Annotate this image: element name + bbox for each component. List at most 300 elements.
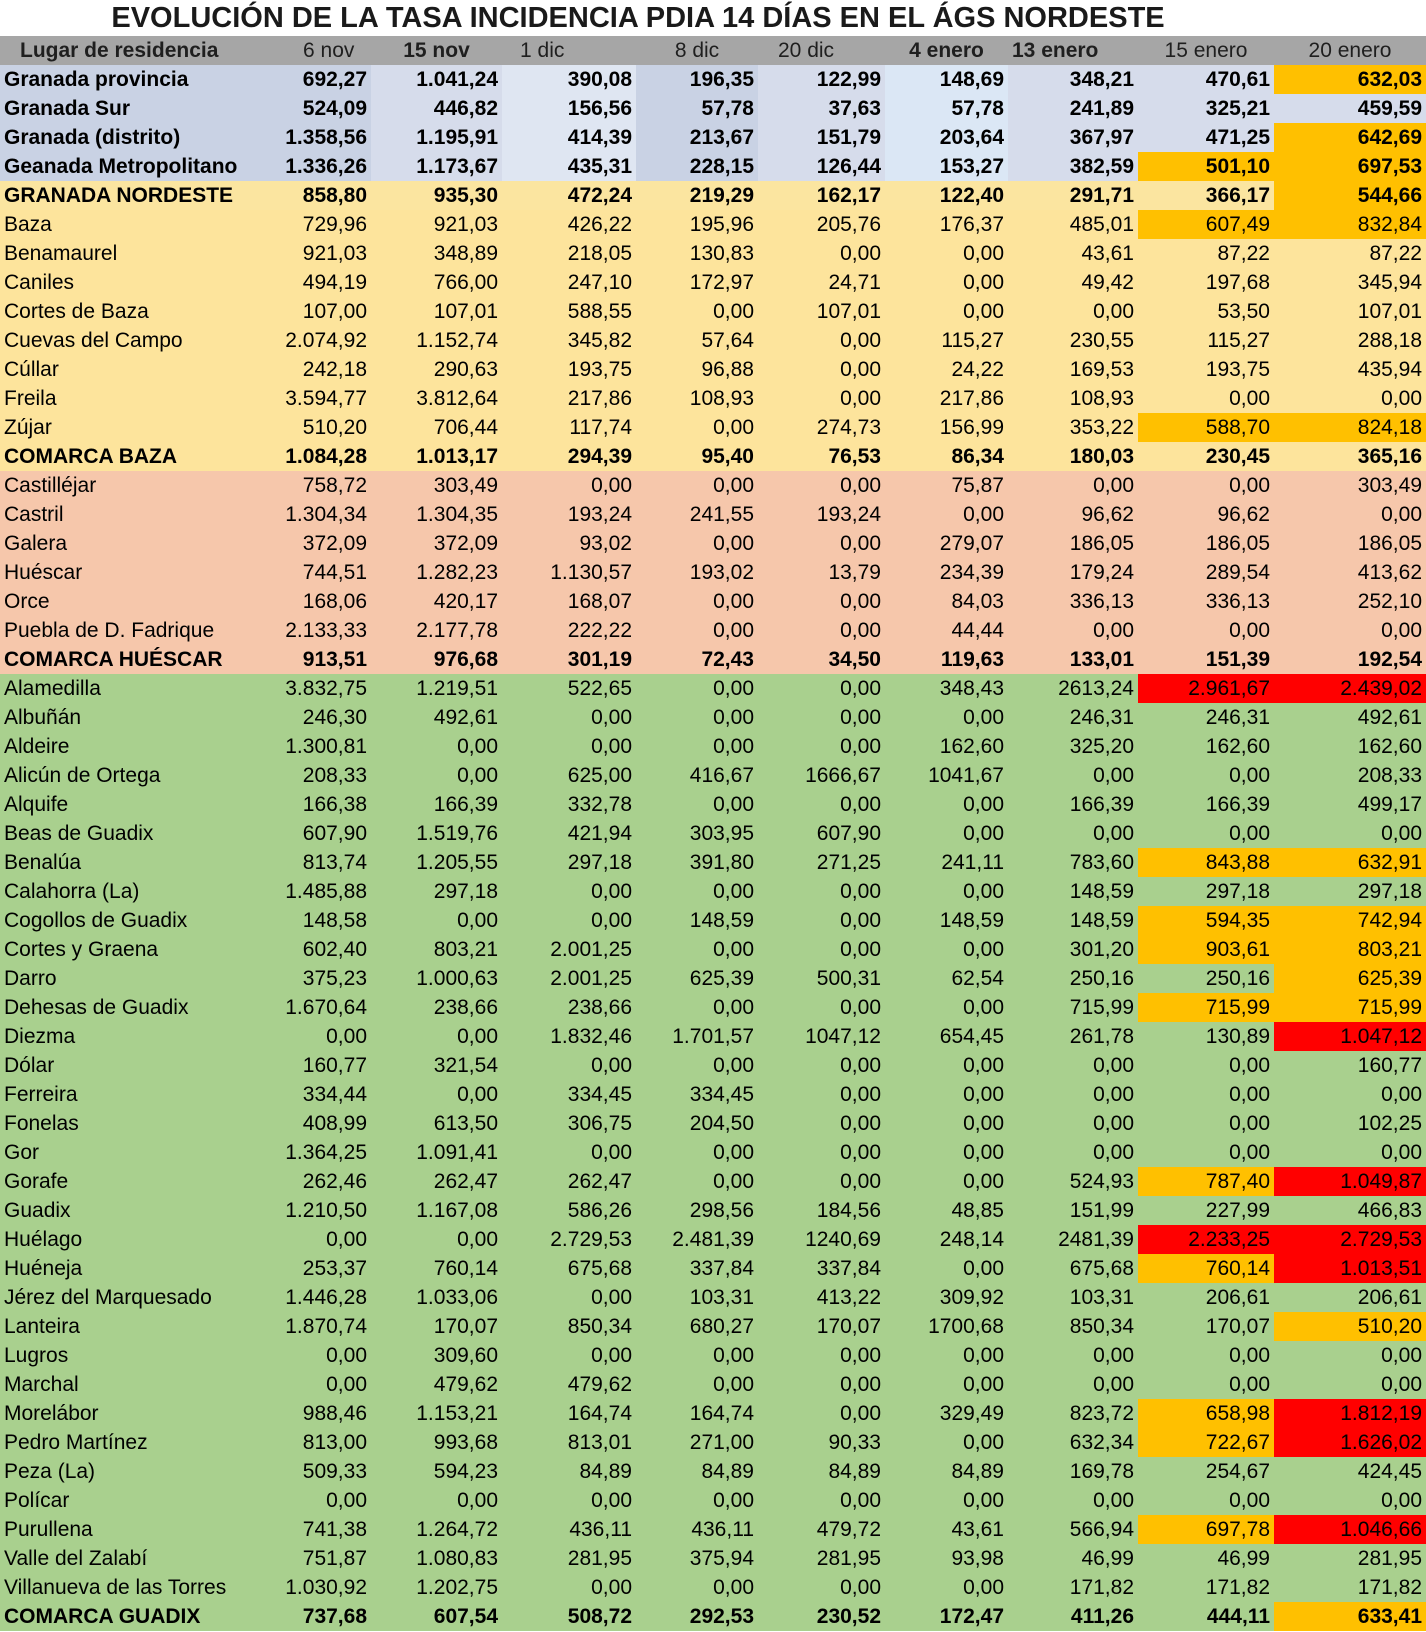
table-cell: 472,24 xyxy=(502,181,636,210)
table-cell: 0,00 xyxy=(758,1573,885,1602)
table-row xyxy=(0,1022,1426,1051)
table-cell: 119,63 xyxy=(885,645,1008,674)
table-cell: 321,54 xyxy=(371,1051,502,1080)
table-cell: 107,00 xyxy=(255,297,371,326)
table-row xyxy=(0,848,1426,877)
table-cell: 242,18 xyxy=(255,355,371,384)
table-cell: 0,00 xyxy=(371,1080,502,1109)
table-cell: 348,43 xyxy=(885,674,1008,703)
table-row xyxy=(0,1428,1426,1457)
table-row xyxy=(0,1167,1426,1196)
table-cell: 49,42 xyxy=(1008,268,1138,297)
table-cell: 334,45 xyxy=(502,1080,636,1109)
table-row xyxy=(0,1283,1426,1312)
table-cell: 588,55 xyxy=(502,297,636,326)
table-row xyxy=(0,268,1426,297)
table-cell: 170,07 xyxy=(1138,1312,1274,1341)
table-cell: 298,56 xyxy=(636,1196,758,1225)
table-cell: 632,34 xyxy=(1008,1428,1138,1457)
table-cell: 0,00 xyxy=(758,877,885,906)
row-label: Lanteira xyxy=(0,1312,255,1341)
table-cell: 0,00 xyxy=(255,1486,371,1515)
table-row xyxy=(0,65,1426,94)
table-cell: 184,56 xyxy=(758,1196,885,1225)
table-cell: 0,00 xyxy=(758,239,885,268)
table-cell: 238,66 xyxy=(371,993,502,1022)
table-cell: 0,00 xyxy=(636,1486,758,1515)
table-cell: 297,18 xyxy=(502,848,636,877)
table-cell: 348,21 xyxy=(1008,65,1138,94)
table-cell: 115,27 xyxy=(885,326,1008,355)
table-cell: 0,00 xyxy=(1274,1370,1426,1399)
table-cell: 0,00 xyxy=(502,1341,636,1370)
table-cell: 325,20 xyxy=(1008,732,1138,761)
table-cell: 0,00 xyxy=(885,1254,1008,1283)
table-cell: 0,00 xyxy=(758,790,885,819)
row-label: Huéneja xyxy=(0,1254,255,1283)
row-label: Castilléjar xyxy=(0,471,255,500)
table-cell: 2.001,25 xyxy=(502,935,636,964)
table-row xyxy=(0,732,1426,761)
table-cell: 162,17 xyxy=(758,181,885,210)
table-cell: 57,78 xyxy=(636,94,758,123)
table-cell: 206,61 xyxy=(1138,1283,1274,1312)
table-cell: 1666,67 xyxy=(758,761,885,790)
row-label: Freila xyxy=(0,384,255,413)
table-cell: 3.832,75 xyxy=(255,674,371,703)
table-cell: 0,00 xyxy=(885,1109,1008,1138)
table-row xyxy=(0,993,1426,1022)
table-cell: 334,45 xyxy=(636,1080,758,1109)
table-cell: 607,90 xyxy=(255,819,371,848)
table-cell: 166,39 xyxy=(371,790,502,819)
table-cell: 0,00 xyxy=(758,355,885,384)
table-cell: 508,72 xyxy=(502,1602,636,1631)
table-cell: 193,02 xyxy=(636,558,758,587)
table-cell: 0,00 xyxy=(885,1370,1008,1399)
table-cell: 0,00 xyxy=(758,935,885,964)
table-row xyxy=(0,1341,1426,1370)
table-cell: 0,00 xyxy=(1138,1080,1274,1109)
column-header: 6 nov xyxy=(255,36,371,65)
row-label: Cortes y Graena xyxy=(0,935,255,964)
table-cell: 151,99 xyxy=(1008,1196,1138,1225)
table-cell: 0,00 xyxy=(885,1341,1008,1370)
table-cell: 241,11 xyxy=(885,848,1008,877)
table-cell: 921,03 xyxy=(371,210,502,239)
table-cell: 252,10 xyxy=(1274,587,1426,616)
table-cell: 479,62 xyxy=(502,1370,636,1399)
table-cell: 0,00 xyxy=(636,703,758,732)
table-row xyxy=(0,906,1426,935)
row-label: Beas de Guadix xyxy=(0,819,255,848)
row-label: Alicún de Ortega xyxy=(0,761,255,790)
table-cell: 53,50 xyxy=(1138,297,1274,326)
table-cell: 2.729,53 xyxy=(502,1225,636,1254)
row-label: Granada provincia xyxy=(0,65,255,94)
table-cell: 90,33 xyxy=(758,1428,885,1457)
table-cell: 253,37 xyxy=(255,1254,371,1283)
row-label: Ferreira xyxy=(0,1080,255,1109)
table-cell: 715,99 xyxy=(1008,993,1138,1022)
table-cell: 148,69 xyxy=(885,65,1008,94)
table-cell: 93,02 xyxy=(502,529,636,558)
table-cell: 0,00 xyxy=(758,732,885,761)
table-cell: 744,51 xyxy=(255,558,371,587)
table-cell: 1.304,34 xyxy=(255,500,371,529)
table-cell: 760,14 xyxy=(1138,1254,1274,1283)
table-cell: 850,34 xyxy=(1008,1312,1138,1341)
table-cell: 329,49 xyxy=(885,1399,1008,1428)
table-cell: 309,60 xyxy=(371,1341,502,1370)
table-cell: 250,16 xyxy=(1138,964,1274,993)
table-row xyxy=(0,1515,1426,1544)
table-cell: 108,93 xyxy=(1008,384,1138,413)
table-row xyxy=(0,1370,1426,1399)
table-cell: 0,00 xyxy=(885,703,1008,732)
table-cell: 382,59 xyxy=(1008,152,1138,181)
table-cell: 279,07 xyxy=(885,529,1008,558)
table-cell: 153,27 xyxy=(885,152,1008,181)
table-cell: 706,44 xyxy=(371,413,502,442)
row-label: Diezma xyxy=(0,1022,255,1051)
table-cell: 0,00 xyxy=(371,761,502,790)
table-cell: 219,29 xyxy=(636,181,758,210)
incidence-table xyxy=(0,36,1426,1631)
table-cell: 1.364,25 xyxy=(255,1138,371,1167)
table-cell: 171,82 xyxy=(1138,1573,1274,1602)
table-cell: 2.074,92 xyxy=(255,326,371,355)
table-cell: 48,85 xyxy=(885,1196,1008,1225)
table-cell: 84,89 xyxy=(885,1457,1008,1486)
table-cell: 843,88 xyxy=(1138,848,1274,877)
table-cell: 0,00 xyxy=(636,993,758,1022)
table-cell: 115,27 xyxy=(1138,326,1274,355)
table-cell: 274,73 xyxy=(758,413,885,442)
row-label: Villanueva de las Torres xyxy=(0,1573,255,1602)
row-label: Cúllar xyxy=(0,355,255,384)
table-cell: 241,89 xyxy=(1008,94,1138,123)
table-cell: 1.219,51 xyxy=(371,674,502,703)
table-cell: 424,45 xyxy=(1274,1457,1426,1486)
table-cell: 390,08 xyxy=(502,65,636,94)
table-cell: 0,00 xyxy=(1138,1138,1274,1167)
table-cell: 625,39 xyxy=(636,964,758,993)
row-label: Huéscar xyxy=(0,558,255,587)
table-cell: 2.481,39 xyxy=(636,1225,758,1254)
column-header: 15 enero xyxy=(1138,36,1274,65)
column-header: 4 enero xyxy=(885,36,1008,65)
row-label: Zújar xyxy=(0,413,255,442)
table-cell: 751,87 xyxy=(255,1544,371,1573)
table-cell: 1.519,76 xyxy=(371,819,502,848)
table-cell: 86,34 xyxy=(885,442,1008,471)
table-cell: 494,19 xyxy=(255,268,371,297)
table-cell: 1.832,46 xyxy=(502,1022,636,1051)
table-cell: 3.594,77 xyxy=(255,384,371,413)
row-label: Gor xyxy=(0,1138,255,1167)
table-cell: 0,00 xyxy=(758,993,885,1022)
table-cell: 336,13 xyxy=(1138,587,1274,616)
column-header: 1 dic xyxy=(502,36,636,65)
table-cell: 172,97 xyxy=(636,268,758,297)
row-label: Orce xyxy=(0,587,255,616)
table-cell: 0,00 xyxy=(885,1428,1008,1457)
table-cell: 170,07 xyxy=(371,1312,502,1341)
table-row xyxy=(0,239,1426,268)
table-cell: 0,00 xyxy=(885,1138,1008,1167)
table-cell: 0,00 xyxy=(758,1399,885,1428)
row-label: Jérez del Marquesado xyxy=(0,1283,255,1312)
table-row xyxy=(0,529,1426,558)
table-cell: 0,00 xyxy=(1008,1341,1138,1370)
table-cell: 193,24 xyxy=(502,500,636,529)
table-cell: 76,53 xyxy=(758,442,885,471)
table-cell: 760,14 xyxy=(371,1254,502,1283)
table-cell: 281,95 xyxy=(502,1544,636,1573)
table-cell: 57,64 xyxy=(636,326,758,355)
table-cell: 117,74 xyxy=(502,413,636,442)
table-cell: 697,78 xyxy=(1138,1515,1274,1544)
table-cell: 303,95 xyxy=(636,819,758,848)
table-cell: 1.282,23 xyxy=(371,558,502,587)
table-cell: 993,68 xyxy=(371,1428,502,1457)
table-cell: 0,00 xyxy=(885,819,1008,848)
table-cell: 372,09 xyxy=(371,529,502,558)
table-cell: 297,18 xyxy=(1138,877,1274,906)
table-cell: 0,00 xyxy=(885,790,1008,819)
table-cell: 34,50 xyxy=(758,645,885,674)
table-cell: 0,00 xyxy=(1008,1138,1138,1167)
table-cell: 156,99 xyxy=(885,413,1008,442)
table-cell: 1.202,75 xyxy=(371,1573,502,1602)
table-cell: 0,00 xyxy=(1008,1051,1138,1080)
table-cell: 193,75 xyxy=(502,355,636,384)
table-cell: 0,00 xyxy=(758,1370,885,1399)
table-cell: 1.195,91 xyxy=(371,123,502,152)
table-cell: 391,80 xyxy=(636,848,758,877)
table-cell: 186,05 xyxy=(1008,529,1138,558)
table-cell: 348,89 xyxy=(371,239,502,268)
table-row xyxy=(0,645,1426,674)
table-cell: 262,47 xyxy=(371,1167,502,1196)
table-cell: 0,00 xyxy=(636,616,758,645)
table-cell: 309,92 xyxy=(885,1283,1008,1312)
table-cell: 625,00 xyxy=(502,761,636,790)
column-header: 8 dic xyxy=(636,36,758,65)
table-cell: 84,03 xyxy=(885,587,1008,616)
table-cell: 544,66 xyxy=(1274,181,1426,210)
table-cell: 1.152,74 xyxy=(371,326,502,355)
table-row xyxy=(0,123,1426,152)
table-cell: 0,00 xyxy=(636,297,758,326)
table-cell: 1.153,21 xyxy=(371,1399,502,1428)
table-cell: 186,05 xyxy=(1274,529,1426,558)
table-cell: 935,30 xyxy=(371,181,502,210)
table-cell: 162,60 xyxy=(885,732,1008,761)
table-cell: 586,26 xyxy=(502,1196,636,1225)
row-label: Albuñán xyxy=(0,703,255,732)
table-cell: 0,00 xyxy=(1138,1051,1274,1080)
table-cell: 345,94 xyxy=(1274,268,1426,297)
table-cell: 1.000,63 xyxy=(371,964,502,993)
table-row xyxy=(0,877,1426,906)
table-cell: 0,00 xyxy=(1008,1080,1138,1109)
table-cell: 148,59 xyxy=(885,906,1008,935)
table-cell: 0,00 xyxy=(371,732,502,761)
table-cell: 1700,68 xyxy=(885,1312,1008,1341)
table-cell: 0,00 xyxy=(636,413,758,442)
row-label: COMARCA HUÉSCAR xyxy=(0,645,255,674)
table-cell: 0,00 xyxy=(371,1225,502,1254)
table-cell: 87,22 xyxy=(1138,239,1274,268)
table-cell: 2.439,02 xyxy=(1274,674,1426,703)
table-cell: 1.049,87 xyxy=(1274,1167,1426,1196)
table-cell: 509,33 xyxy=(255,1457,371,1486)
table-cell: 426,22 xyxy=(502,210,636,239)
table-cell: 0,00 xyxy=(1008,1370,1138,1399)
table-cell: 148,59 xyxy=(636,906,758,935)
table-cell: 122,40 xyxy=(885,181,1008,210)
table-cell: 164,74 xyxy=(636,1399,758,1428)
table-cell: 2.233,25 xyxy=(1138,1225,1274,1254)
table-cell: 148,59 xyxy=(1008,906,1138,935)
table-cell: 151,79 xyxy=(758,123,885,152)
table-cell: 13,79 xyxy=(758,558,885,587)
table-cell: 1.013,17 xyxy=(371,442,502,471)
table-cell: 0,00 xyxy=(371,1486,502,1515)
table-cell: 414,39 xyxy=(502,123,636,152)
table-row xyxy=(0,558,1426,587)
row-label: GRANADA NORDESTE xyxy=(0,181,255,210)
table-cell: 0,00 xyxy=(758,1138,885,1167)
table-cell: 238,66 xyxy=(502,993,636,1022)
table-cell: 206,61 xyxy=(1274,1283,1426,1312)
table-cell: 0,00 xyxy=(502,1573,636,1602)
table-cell: 408,99 xyxy=(255,1109,371,1138)
table-cell: 0,00 xyxy=(1008,819,1138,848)
row-label: Valle del Zalabí xyxy=(0,1544,255,1573)
table-cell: 787,40 xyxy=(1138,1167,1274,1196)
table-cell: 722,67 xyxy=(1138,1428,1274,1457)
table-cell: 246,30 xyxy=(255,703,371,732)
table-cell: 0,00 xyxy=(371,906,502,935)
table-cell: 446,82 xyxy=(371,94,502,123)
table-cell: 492,61 xyxy=(371,703,502,732)
table-cell: 301,20 xyxy=(1008,935,1138,964)
table-cell: 247,10 xyxy=(502,268,636,297)
table-row xyxy=(0,587,1426,616)
table-cell: 0,00 xyxy=(885,297,1008,326)
table-cell: 602,40 xyxy=(255,935,371,964)
table-row xyxy=(0,674,1426,703)
table-cell: 413,62 xyxy=(1274,558,1426,587)
table-cell: 715,99 xyxy=(1138,993,1274,1022)
table-cell: 0,00 xyxy=(502,1283,636,1312)
table-cell: 176,37 xyxy=(885,210,1008,239)
table-cell: 95,40 xyxy=(636,442,758,471)
table-cell: 0,00 xyxy=(502,1051,636,1080)
table-cell: 271,00 xyxy=(636,1428,758,1457)
table-cell: 3.812,64 xyxy=(371,384,502,413)
table-cell: 500,31 xyxy=(758,964,885,993)
table-cell: 197,68 xyxy=(1138,268,1274,297)
table-cell: 1.446,28 xyxy=(255,1283,371,1312)
table-cell: 0,00 xyxy=(1138,384,1274,413)
table-cell: 254,67 xyxy=(1138,1457,1274,1486)
table-cell: 203,64 xyxy=(885,123,1008,152)
table-cell: 813,74 xyxy=(255,848,371,877)
table-cell: 228,15 xyxy=(636,152,758,181)
table-cell: 205,76 xyxy=(758,210,885,239)
table-cell: 522,65 xyxy=(502,674,636,703)
table-cell: 479,72 xyxy=(758,1515,885,1544)
table-cell: 217,86 xyxy=(885,384,1008,413)
table-cell: 72,43 xyxy=(636,645,758,674)
table-cell: 729,96 xyxy=(255,210,371,239)
table-cell: 813,01 xyxy=(502,1428,636,1457)
table-cell: 375,23 xyxy=(255,964,371,993)
table-cell: 301,19 xyxy=(502,645,636,674)
table-cell: 133,01 xyxy=(1008,645,1138,674)
table-cell: 0,00 xyxy=(758,1486,885,1515)
table-cell: 1.210,50 xyxy=(255,1196,371,1225)
table-cell: 271,25 xyxy=(758,848,885,877)
table-cell: 227,99 xyxy=(1138,1196,1274,1225)
table-cell: 1.173,67 xyxy=(371,152,502,181)
table-cell: 675,68 xyxy=(502,1254,636,1283)
table-cell: 75,87 xyxy=(885,471,1008,500)
table-cell: 1.812,19 xyxy=(1274,1399,1426,1428)
table-cell: 0,00 xyxy=(255,1341,371,1370)
table-cell: 675,68 xyxy=(1008,1254,1138,1283)
row-label: Fonelas xyxy=(0,1109,255,1138)
table-row xyxy=(0,442,1426,471)
table-cell: 193,75 xyxy=(1138,355,1274,384)
table-cell: 479,62 xyxy=(371,1370,502,1399)
table-cell: 697,53 xyxy=(1274,152,1426,181)
table-cell: 692,27 xyxy=(255,65,371,94)
table-cell: 96,62 xyxy=(1138,500,1274,529)
table-cell: 0,00 xyxy=(1138,761,1274,790)
row-label: COMARCA GUADIX xyxy=(0,1602,255,1631)
row-label: Granada Sur xyxy=(0,94,255,123)
table-cell: 0,00 xyxy=(885,500,1008,529)
table-cell: 164,74 xyxy=(502,1399,636,1428)
row-label: Huélago xyxy=(0,1225,255,1254)
row-label: Granada (distrito) xyxy=(0,123,255,152)
row-label: Dehesas de Guadix xyxy=(0,993,255,1022)
table-cell: 416,67 xyxy=(636,761,758,790)
table-cell: 292,53 xyxy=(636,1602,758,1631)
table-cell: 297,18 xyxy=(1274,877,1426,906)
table-cell: 988,46 xyxy=(255,1399,371,1428)
column-header: 20 enero xyxy=(1274,36,1426,65)
table-cell: 1.084,28 xyxy=(255,442,371,471)
table-cell: 921,03 xyxy=(255,239,371,268)
table-cell: 208,33 xyxy=(1274,761,1426,790)
table-row xyxy=(0,1080,1426,1109)
table-cell: 421,94 xyxy=(502,819,636,848)
table-cell: 171,82 xyxy=(1008,1573,1138,1602)
table-cell: 325,21 xyxy=(1138,94,1274,123)
table-cell: 783,60 xyxy=(1008,848,1138,877)
table-cell: 148,59 xyxy=(1008,877,1138,906)
table-cell: 0,00 xyxy=(885,1167,1008,1196)
table-cell: 0,00 xyxy=(1274,616,1426,645)
table-cell: 0,00 xyxy=(1008,297,1138,326)
table-cell: 613,50 xyxy=(371,1109,502,1138)
